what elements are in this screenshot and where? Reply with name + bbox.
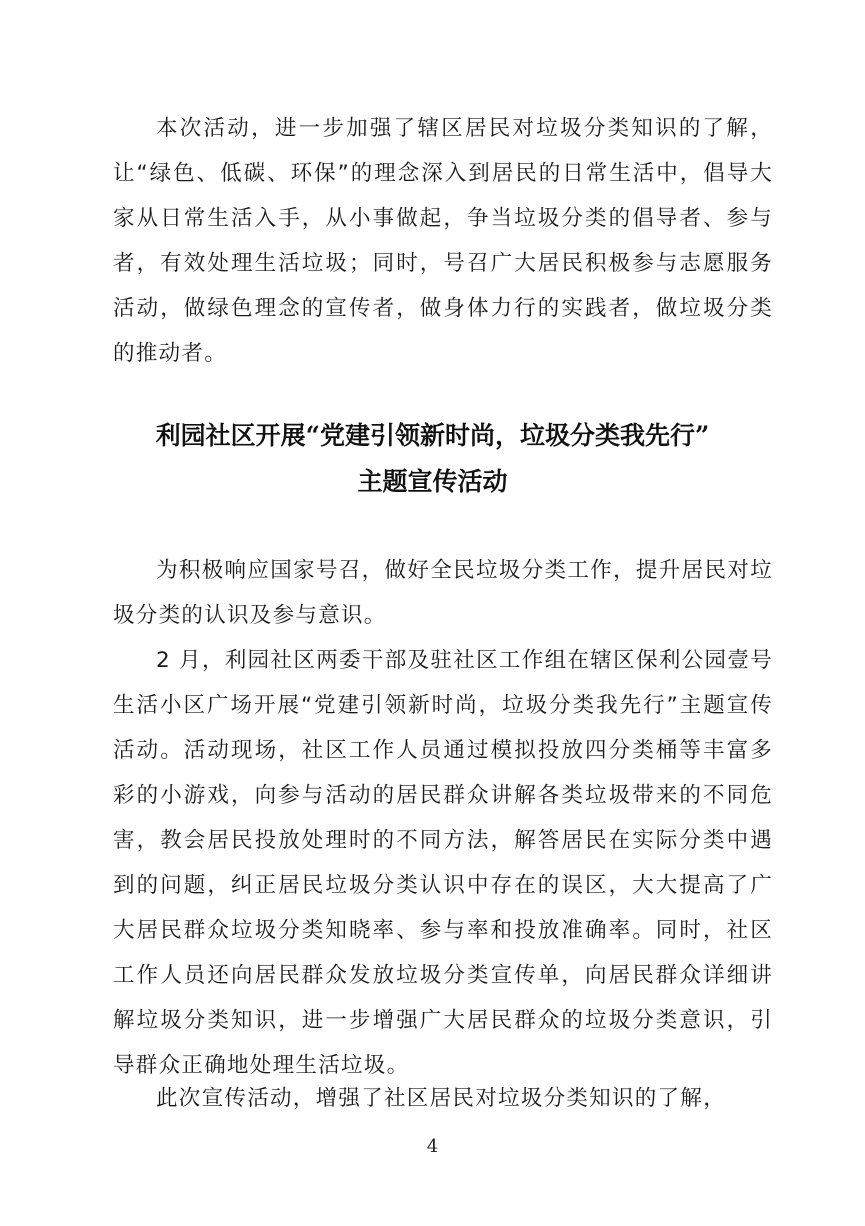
paragraph-conclusion: 此次宣传活动，增强了社区居民对垃圾分类知识的了解， (156, 1086, 727, 1111)
article-heading-line-2: 主题宣传活动 (357, 467, 508, 496)
paragraph-intro: 为积极响应国家号召，做好全民垃圾分类工作，提升居民对垃圾分类的认识及参与意识。 (113, 558, 773, 628)
paragraph-activity-summary: 本次活动，进一步加强了辖区居民对垃圾分类知识的了解，让“绿色、低碳、环保”的理念深入到居民的日常生活中，倡导大家从日常生活入手，从小事做起，争当垃圾分类的倡导者、参与者，有效处理生活垃圾；同时，号召广大居民积极参与志愿服务活动，做绿色理念的宣传者，做身体力行的实践者，做垃圾分类的推动者。 (113, 116, 773, 366)
paragraph-event-details: 2 月，利园社区两委干部及驻社区工作组在辖区保利公园壹号生活小区广场开展“党建引领新时尚，垃圾分类我先行”主题宣传活动。活动现场，社区工作人员通过模拟投放四分类桶等丰富多彩的小游戏，向参与活动的居民群众讲解各类垃圾带来的不同危害，教会居民投放处理时的不同方法，解答居民在实际分类中遇到的问题，纠正居民垃圾分类认识中存在的误区，大大提高了广大居民群众垃圾分类知晓率、参与率和投放准确率。同时，社区工作人员还向居民群众发放垃圾分类宣传单，向居民群众详细讲解垃圾分类知识，进一步增强广大居民群众的垃圾分类意识，引导群众正确地处理生活垃圾。 (113, 648, 773, 1078)
article-heading-line-1: 利园社区开展“党建引领新时尚，垃圾分类我先行” (155, 421, 710, 450)
page-number: 4 (426, 1136, 439, 1157)
